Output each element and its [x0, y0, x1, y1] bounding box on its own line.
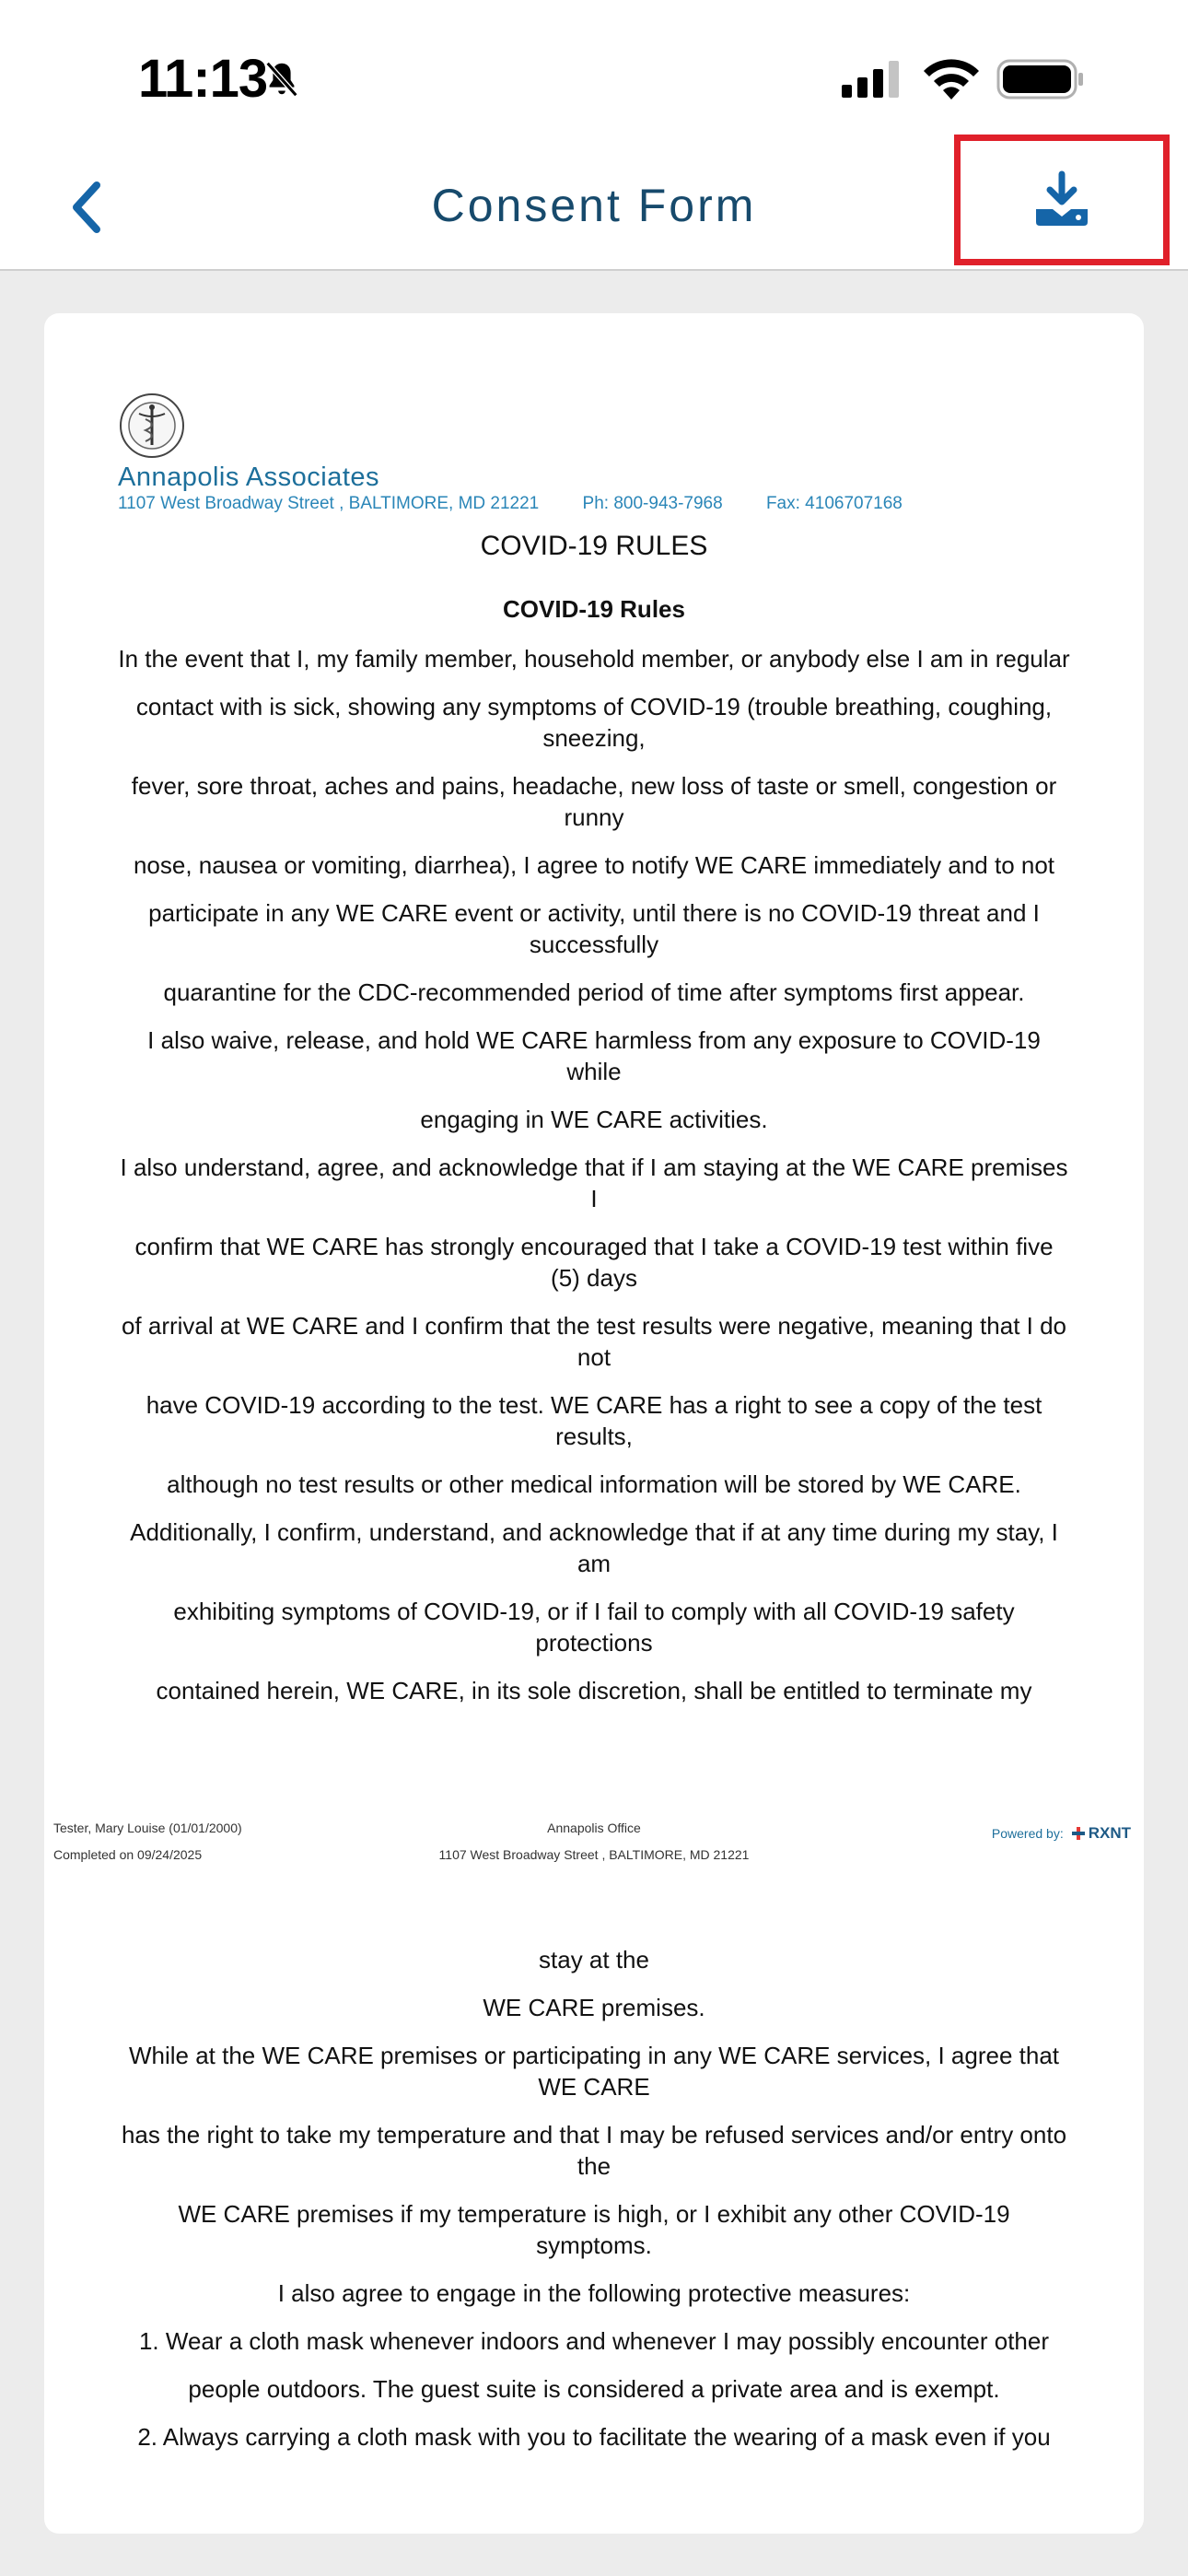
paragraph: nose, nausea or vomiting, diarrhea), I agree to notify WE CARE immediately and to not — [133, 851, 1055, 879]
powered-by-label: Powered by: — [991, 1826, 1064, 1841]
paragraph: engaging in WE CARE activities. — [420, 1106, 768, 1133]
paragraph: of arrival at WE CARE and I confirm that the test results were negative, meaning that I do not — [121, 1312, 1067, 1371]
paragraph: I also understand, agree, and acknowledge that if I am staying at the WE CARE premises I — [120, 1153, 1068, 1212]
practice-logo — [118, 392, 186, 460]
paragraph: although no test results or other medical information will be stored by WE CARE. — [167, 1470, 1021, 1498]
cellular-signal-icon — [840, 59, 903, 100]
footer-office-info — [44, 1815, 1144, 1868]
bell-muted-icon — [261, 58, 303, 100]
footer-office-address: 1107 West Broadway Street , BALTIMORE, MD 21221 — [438, 1847, 750, 1862]
practice-phone: Ph: 800-943-7968 — [582, 494, 723, 513]
download-button[interactable] — [954, 135, 1170, 265]
paragraph: WE CARE premises. — [483, 1994, 705, 2021]
practice-contact — [118, 494, 941, 514]
paragraph: has the right to take my temperature and that I may be refused services and/or entry onto the — [121, 2121, 1067, 2180]
rules-heading: COVID-19 Rules — [503, 595, 685, 623]
wifi-icon — [921, 55, 982, 101]
paragraph: participate in any WE CARE event or activity, until there is no COVID-19 threat and I successfully — [148, 899, 1040, 958]
rxnt-brand: RXNT — [1088, 1824, 1131, 1842]
footer-powered-by — [992, 1824, 1131, 1843]
document-viewer[interactable] — [44, 313, 1144, 2534]
paragraph: exhibiting symptoms of COVID-19, or if I fail to comply with all COVID-19 safety protections — [173, 1598, 1015, 1657]
paragraph: confirm that WE CARE has strongly encouraged that I take a COVID-19 test within five (5) days — [134, 1233, 1054, 1292]
footer-completed: Completed on 09/24/2025 — [53, 1847, 203, 1862]
paragraph: contact with is sick, showing any symptoms of COVID-19 (trouble breathing, coughing, sneezing, — [135, 693, 1053, 752]
practice-name: Annapolis Associates — [118, 463, 380, 492]
battery-icon — [996, 59, 1085, 100]
paragraph: 2. Always carrying a cloth mask with you to facilitate the wearing of a mask even if you — [137, 2423, 1051, 2451]
page-1-body — [118, 643, 1070, 1723]
page-footer — [44, 1815, 1144, 1870]
paragraph: Additionally, I confirm, understand, and acknowledge that if at any time during my stay, I am — [130, 1518, 1058, 1577]
cross-icon — [1071, 1826, 1086, 1841]
status-bar — [0, 0, 1188, 138]
paragraph: quarantine for the CDC-recommended period of time after symptoms first appear. — [163, 978, 1025, 1006]
status-time: 11:13 — [138, 49, 268, 109]
practice-address: 1107 West Broadway Street , BALTIMORE, MD 21221 — [118, 494, 540, 513]
paragraph: WE CARE premises if my temperature is high, or I exhibit any other COVID-19 symptoms. — [178, 2200, 1010, 2259]
paragraph: contained herein, WE CARE, in its sole discretion, shall be entitled to terminate my — [156, 1677, 1032, 1704]
practice-fax: Fax: 4106707168 — [765, 494, 903, 513]
download-icon — [1032, 170, 1091, 229]
paragraph: stay at the — [539, 1946, 649, 1973]
page-2-body — [118, 1944, 1070, 2469]
page-title: Consent Form — [431, 180, 757, 231]
footer-patient: Tester, Mary Louise (01/01/2000) — [53, 1821, 242, 1835]
rxnt-logo — [1071, 1824, 1131, 1843]
paragraph: 1. Wear a cloth mask whenever indoors and whenever I may possibly encounter other — [138, 2327, 1050, 2355]
paragraph: I also waive, release, and hold WE CARE harmless from any exposure to COVID-19 while — [147, 1026, 1041, 1085]
paragraph: I also agree to engage in the following protective measures: — [277, 2279, 911, 2307]
paragraph: people outdoors. The guest suite is considered a private area and is exempt. — [188, 2375, 1000, 2403]
paragraph: fever, sore throat, aches and pains, headache, new loss of taste or smell, congestion or runny — [131, 772, 1057, 831]
paragraph: In the event that I, my family member, household member, or anybody else I am in regular — [118, 645, 1070, 673]
document-title: COVID-19 RULES — [480, 531, 708, 561]
paragraph: have COVID-19 according to the test. WE CARE has a right to see a copy of the test results, — [146, 1391, 1042, 1450]
nav-bar — [0, 138, 1188, 271]
paragraph: While at the WE CARE premises or participating in any WE CARE services, I agree that WE CARE — [128, 2042, 1060, 2101]
footer-office: Annapolis Office — [547, 1821, 641, 1835]
